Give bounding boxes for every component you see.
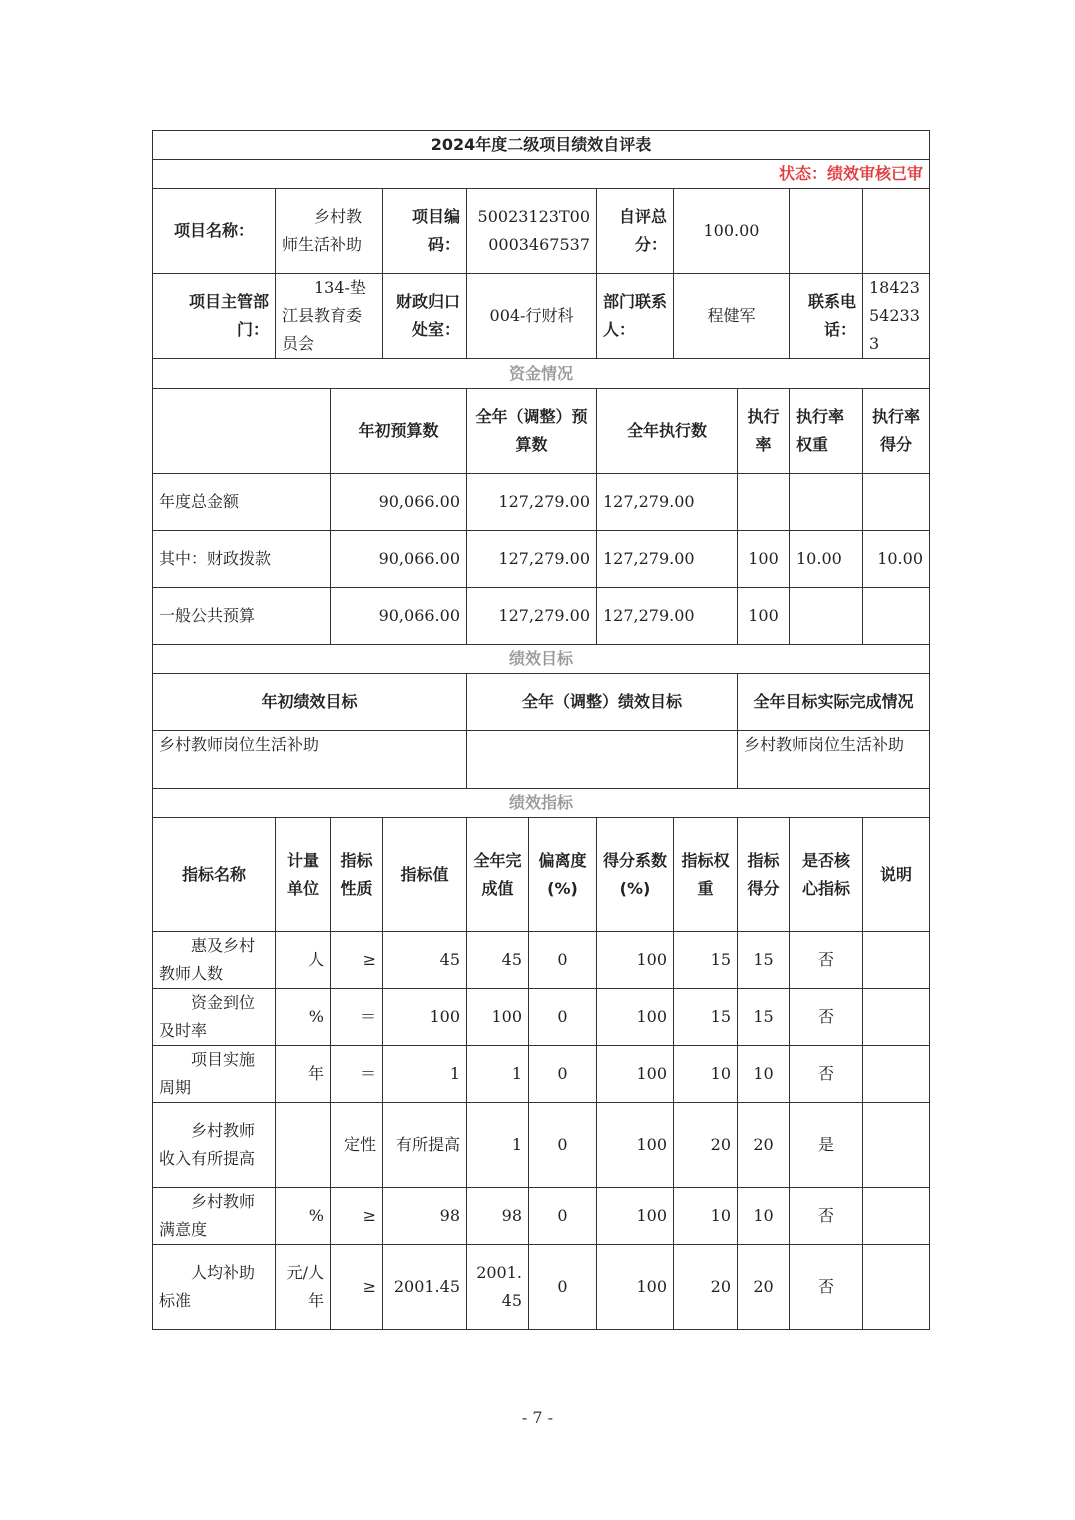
indicator-row bbox=[153, 1046, 930, 1103]
indicator-row bbox=[153, 1188, 930, 1245]
goals-header-actual: 全年目标实际完成情况 bbox=[738, 674, 930, 731]
ind-header-coef: 得分系数(%) bbox=[597, 818, 674, 932]
ind-header-deviation: 偏离度(%) bbox=[529, 818, 597, 932]
indicator-coef: 100 bbox=[597, 1188, 674, 1245]
indicator-row bbox=[153, 1103, 930, 1188]
indicators-section-header: 绩效指标 bbox=[153, 789, 930, 818]
indicator-target: 2001.45 bbox=[383, 1245, 467, 1330]
info-row-2 bbox=[153, 274, 930, 359]
indicator-core: 否 bbox=[790, 989, 863, 1046]
indicator-core: 是 bbox=[790, 1103, 863, 1188]
indicator-name: 项目实施周期 bbox=[153, 1046, 276, 1103]
indicator-deviation: 0 bbox=[529, 1046, 597, 1103]
funds-weight bbox=[790, 474, 863, 531]
contact-value: 程健军 bbox=[674, 274, 790, 359]
indicator-nature: 定性 bbox=[331, 1103, 383, 1188]
indicator-target: 45 bbox=[383, 932, 467, 989]
indicator-unit: % bbox=[276, 989, 331, 1046]
indicator-actual: 1 bbox=[467, 1046, 529, 1103]
indicator-score: 20 bbox=[738, 1245, 790, 1330]
funds-header-adjusted: 全年（调整）预算数 bbox=[467, 389, 597, 474]
indicator-unit: 年 bbox=[276, 1046, 331, 1103]
dept-label: 项目主管部门： bbox=[153, 274, 276, 359]
indicator-nature: ≥ bbox=[331, 1188, 383, 1245]
phone-value: 18423542333 bbox=[863, 274, 930, 359]
indicator-coef: 100 bbox=[597, 1103, 674, 1188]
funds-header-initial: 年初预算数 bbox=[331, 389, 467, 474]
info-row-1 bbox=[153, 189, 930, 274]
indicator-coef: 100 bbox=[597, 932, 674, 989]
ind-header-core: 是否核心指标 bbox=[790, 818, 863, 932]
indicators-body bbox=[153, 932, 930, 1330]
contact-label: 部门联系人： bbox=[597, 274, 674, 359]
indicator-name: 资金到位及时率 bbox=[153, 989, 276, 1046]
funds-adjusted: 127,279.00 bbox=[467, 531, 597, 588]
status-badge: 状态：绩效审核已审 bbox=[153, 160, 930, 189]
indicator-note bbox=[863, 1046, 930, 1103]
indicator-core: 否 bbox=[790, 1245, 863, 1330]
funds-executed: 127,279.00 bbox=[597, 588, 738, 645]
indicator-nature: ＝ bbox=[331, 1046, 383, 1103]
indicator-note bbox=[863, 1245, 930, 1330]
indicator-score: 15 bbox=[738, 932, 790, 989]
indicator-deviation: 0 bbox=[529, 1103, 597, 1188]
indicator-note bbox=[863, 1103, 930, 1188]
project-name-label: 项目名称： bbox=[153, 189, 276, 274]
indicator-name: 乡村教师满意度 bbox=[153, 1188, 276, 1245]
indicator-core: 否 bbox=[790, 1188, 863, 1245]
funds-row bbox=[153, 588, 930, 645]
funds-rate: 100 bbox=[738, 588, 790, 645]
funds-header-score: 执行率得分 bbox=[863, 389, 930, 474]
funds-row bbox=[153, 474, 930, 531]
indicator-score: 20 bbox=[738, 1103, 790, 1188]
indicator-score: 10 bbox=[738, 1046, 790, 1103]
indicator-actual: 45 bbox=[467, 932, 529, 989]
goal-initial: 乡村教师岗位生活补助 bbox=[153, 731, 467, 789]
project-code-label: 项目编码： bbox=[383, 189, 467, 274]
finance-label: 财政归口处室： bbox=[383, 274, 467, 359]
indicator-row bbox=[153, 989, 930, 1046]
indicator-deviation: 0 bbox=[529, 1245, 597, 1330]
funds-initial: 90,066.00 bbox=[331, 588, 467, 645]
indicator-deviation: 0 bbox=[529, 932, 597, 989]
indicator-unit: % bbox=[276, 1188, 331, 1245]
funds-rate: 100 bbox=[738, 531, 790, 588]
indicator-name: 人均补助标准 bbox=[153, 1245, 276, 1330]
indicator-deviation: 0 bbox=[529, 1188, 597, 1245]
indicator-note bbox=[863, 989, 930, 1046]
goals-header-initial: 年初绩效目标 bbox=[153, 674, 467, 731]
funds-executed: 127,279.00 bbox=[597, 531, 738, 588]
indicator-note bbox=[863, 932, 930, 989]
funds-initial: 90,066.00 bbox=[331, 474, 467, 531]
indicator-unit: 元/人年 bbox=[276, 1245, 331, 1330]
indicator-weight: 15 bbox=[674, 989, 738, 1046]
project-code-value: 50023123T000003467537 bbox=[467, 189, 597, 274]
goals-header-adjusted: 全年（调整）绩效目标 bbox=[467, 674, 738, 731]
indicator-coef: 100 bbox=[597, 989, 674, 1046]
ind-header-note: 说明 bbox=[863, 818, 930, 932]
indicator-actual: 98 bbox=[467, 1188, 529, 1245]
goals-row bbox=[153, 731, 930, 789]
funds-row-name: 年度总金额 bbox=[153, 474, 331, 531]
funds-score bbox=[863, 588, 930, 645]
ind-header-weight: 指标权重 bbox=[674, 818, 738, 932]
funds-executed: 127,279.00 bbox=[597, 474, 738, 531]
goal-adjusted bbox=[467, 731, 738, 789]
ind-header-name: 指标名称 bbox=[153, 818, 276, 932]
page-number: - 7 - bbox=[521, 1408, 554, 1427]
indicator-weight: 20 bbox=[674, 1245, 738, 1330]
indicator-target: 100 bbox=[383, 989, 467, 1046]
indicator-row bbox=[153, 1245, 930, 1330]
indicator-score: 15 bbox=[738, 989, 790, 1046]
indicator-weight: 10 bbox=[674, 1188, 738, 1245]
funds-row-name: 其中：财政拨款 bbox=[153, 531, 331, 588]
funds-score bbox=[863, 474, 930, 531]
self-score-value: 100.00 bbox=[674, 189, 790, 274]
finance-value: 004-行财科 bbox=[467, 274, 597, 359]
funds-header-executed: 全年执行数 bbox=[597, 389, 738, 474]
indicator-core: 否 bbox=[790, 932, 863, 989]
indicator-name: 惠及乡村教师人数 bbox=[153, 932, 276, 989]
indicator-coef: 100 bbox=[597, 1245, 674, 1330]
funds-header-row bbox=[153, 389, 930, 474]
indicator-unit bbox=[276, 1103, 331, 1188]
performance-self-evaluation-table bbox=[152, 130, 930, 1330]
indicator-actual: 100 bbox=[467, 989, 529, 1046]
funds-weight: 10.00 bbox=[790, 531, 863, 588]
funds-header-rate: 执行率 bbox=[738, 389, 790, 474]
indicator-coef: 100 bbox=[597, 1046, 674, 1103]
indicator-nature: ≥ bbox=[331, 932, 383, 989]
indicator-nature: ≥ bbox=[331, 1245, 383, 1330]
funds-adjusted: 127,279.00 bbox=[467, 588, 597, 645]
funds-rate bbox=[738, 474, 790, 531]
ind-header-score: 指标得分 bbox=[738, 818, 790, 932]
table-title: 2024年度二级项目绩效自评表 bbox=[153, 131, 930, 160]
indicator-score: 10 bbox=[738, 1188, 790, 1245]
indicator-row bbox=[153, 932, 930, 989]
indicator-target: 有所提高 bbox=[383, 1103, 467, 1188]
funds-section-header: 资金情况 bbox=[153, 359, 930, 389]
funds-weight bbox=[790, 588, 863, 645]
funds-adjusted: 127,279.00 bbox=[467, 474, 597, 531]
indicator-actual: 2001.45 bbox=[467, 1245, 529, 1330]
indicator-note bbox=[863, 1188, 930, 1245]
indicator-core: 否 bbox=[790, 1046, 863, 1103]
indicator-target: 1 bbox=[383, 1046, 467, 1103]
indicator-weight: 15 bbox=[674, 932, 738, 989]
indicator-weight: 20 bbox=[674, 1103, 738, 1188]
ind-header-nature: 指标性质 bbox=[331, 818, 383, 932]
funds-row-name: 一般公共预算 bbox=[153, 588, 331, 645]
self-score-label: 自评总分： bbox=[597, 189, 674, 274]
funds-header-blank bbox=[153, 389, 331, 474]
dept-value: 134-垫江县教育委员会 bbox=[276, 274, 383, 359]
goal-actual: 乡村教师岗位生活补助 bbox=[738, 731, 930, 789]
phone-label: 联系电话： bbox=[790, 274, 863, 359]
goals-header-row bbox=[153, 674, 930, 731]
indicator-weight: 10 bbox=[674, 1046, 738, 1103]
ind-header-actual: 全年完成值 bbox=[467, 818, 529, 932]
funds-row bbox=[153, 531, 930, 588]
goals-section-header: 绩效目标 bbox=[153, 645, 930, 674]
indicator-unit: 人 bbox=[276, 932, 331, 989]
ind-header-unit: 计量单位 bbox=[276, 818, 331, 932]
funds-score: 10.00 bbox=[863, 531, 930, 588]
funds-header-weight: 执行率权重 bbox=[790, 389, 863, 474]
project-name-value: 乡村教师生活补助 bbox=[276, 189, 383, 274]
indicator-deviation: 0 bbox=[529, 989, 597, 1046]
empty-cell bbox=[790, 189, 863, 274]
indicator-target: 98 bbox=[383, 1188, 467, 1245]
indicators-header-row bbox=[153, 818, 930, 932]
ind-header-target: 指标值 bbox=[383, 818, 467, 932]
funds-initial: 90,066.00 bbox=[331, 531, 467, 588]
empty-cell bbox=[863, 189, 930, 274]
indicator-actual: 1 bbox=[467, 1103, 529, 1188]
indicator-name: 乡村教师收入有所提高 bbox=[153, 1103, 276, 1188]
indicator-nature: ＝ bbox=[331, 989, 383, 1046]
